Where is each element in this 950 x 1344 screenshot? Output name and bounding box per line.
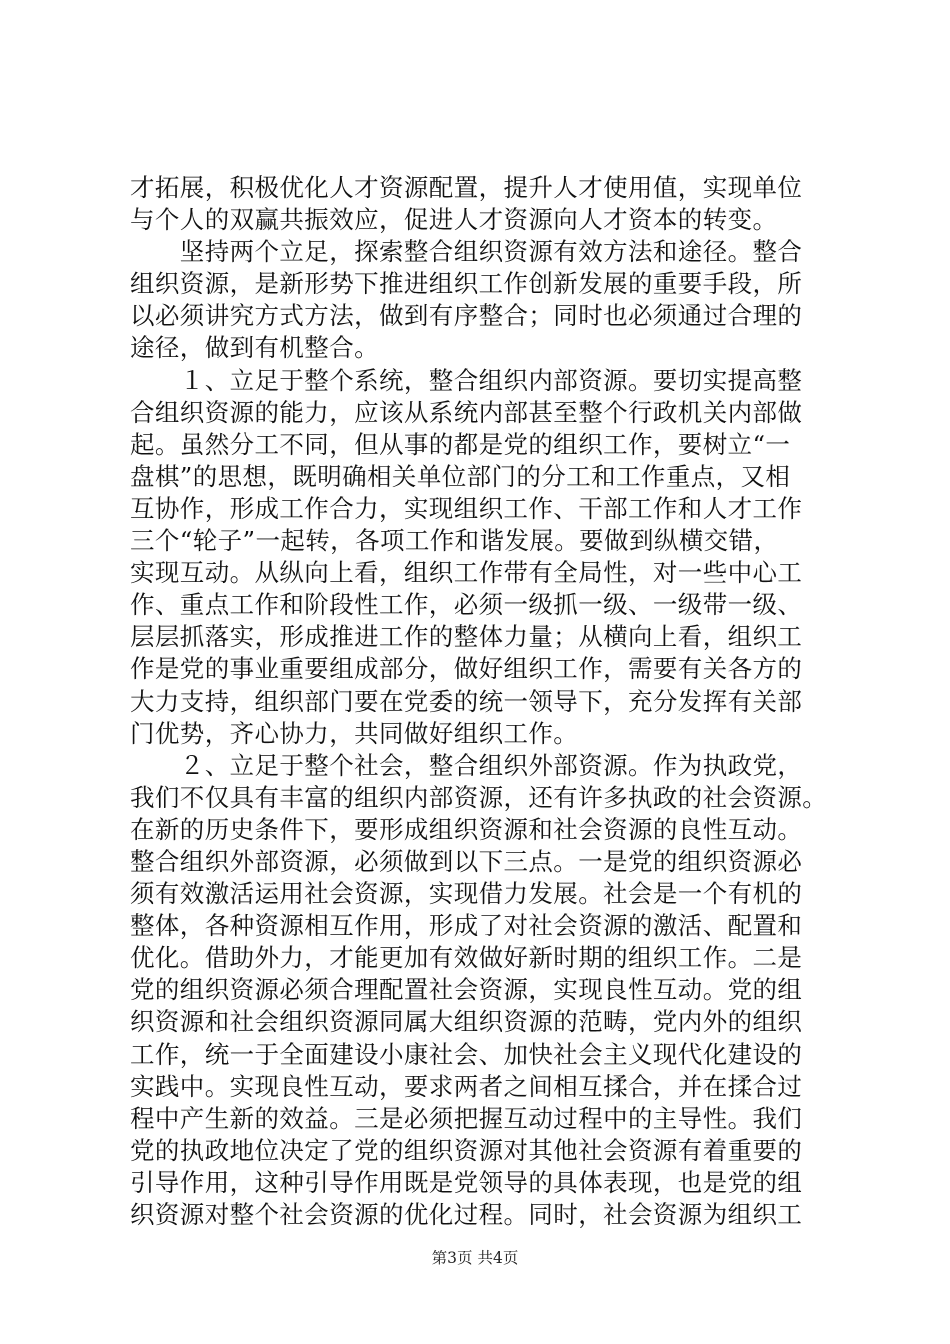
text-line: 以必须讲究方式方法，做到有序整合；同时也必须通过合理的 [130,301,803,331]
text-line: 作是党的事业重要组成部分，做好组织工作，需要有关各方的 [130,654,803,684]
text-line: 引导作用，这种引导作用既是党领导的具体表现，也是党的组 [130,1167,803,1197]
page-footer: 第3页 共4页 [431,1249,519,1267]
text-line: 织资源和社会组织资源同属大组织资源的范畴，党内外的组织 [130,1007,803,1037]
document-body [130,172,830,1231]
text-line: 实践中。实现良性互动，要求两者之间相互揉合，并在揉合过 [130,1071,803,1101]
text-line: 在新的历史条件下，要形成组织资源和社会资源的良性互动。 [130,814,803,844]
text-line: ２、立足于整个社会，整合组织外部资源。作为执政党， [130,750,803,780]
text-line: 合组织资源的能力，应该从系统内部甚至整个行政机关内部做 [130,397,803,427]
text-line: 互协作，形成工作合力，实现组织工作、干部工作和人才工作 [130,493,803,523]
text-line: 门优势，齐心协力，共同做好组织工作。 [130,718,579,748]
text-line: 党的执政地位决定了党的组织资源对其他社会资源有着重要的 [130,1135,803,1165]
text-line: 三个“轮子”一起转，各项工作和谐发展。要做到纵横交错， [130,526,779,556]
text-line: 整合组织外部资源，必须做到以下三点。一是党的组织资源必 [130,846,803,876]
text-line: 织资源对整个社会资源的优化过程。同时，社会资源为组织工 [130,1200,803,1229]
text-line: 我们不仅具有丰富的组织内部资源，还有许多执政的社会资源。 [130,782,828,812]
text-line: １、立足于整个系统，整合组织内部资源。要切实提高整 [130,365,803,395]
text-line: 须有效激活运用社会资源，实现借力发展。社会是一个有机的 [130,879,803,909]
text-line: 党的组织资源必须合理配置社会资源，实现良性互动。党的组 [130,975,803,1005]
text-line: 与个人的双赢共振效应，促进人才资源向人才资本的转变。 [130,205,778,235]
text-line: 才拓展，积极优化人才资源配置，提升人才使用值，实现单位 [130,173,803,202]
text-line: 程中产生新的效益。三是必须把握互动过程中的主导性。我们 [130,1103,803,1133]
text-line: 层层抓落实，形成推进工作的整体力量；从横向上看，组织工 [130,622,803,652]
text-line: 大力支持，组织部门要在党委的统一领导下，充分发挥有关部 [130,686,803,716]
text-line: 组织资源，是新形势下推进组织工作创新发展的重要手段，所 [130,269,803,299]
text-line: 作、重点工作和阶段性工作，必须一级抓一级、一级带一级、 [130,590,803,620]
text-line: 实现互动。从纵向上看，组织工作带有全局性，对一些中心工 [130,558,803,588]
text-line: 坚持两个立足，探索整合组织资源有效方法和途径。整合 [130,237,803,267]
text-line: 盘棋”的思想，既明确相关单位部门的分工和工作重点，又相 [130,461,791,491]
text-line: 优化。借助外力，才能更加有效做好新时期的组织工作。二是 [130,943,803,973]
text-line: 工作，统一于全面建设小康社会、加快社会主义现代化建设的 [130,1039,803,1069]
text-line: 整体，各种资源相互作用，形成了对社会资源的激活、配置和 [130,911,803,941]
text-line: 途径，做到有机整合。 [130,333,379,363]
text-line: 起。虽然分工不同，但从事的都是党的组织工作，要树立“一 [130,429,791,459]
